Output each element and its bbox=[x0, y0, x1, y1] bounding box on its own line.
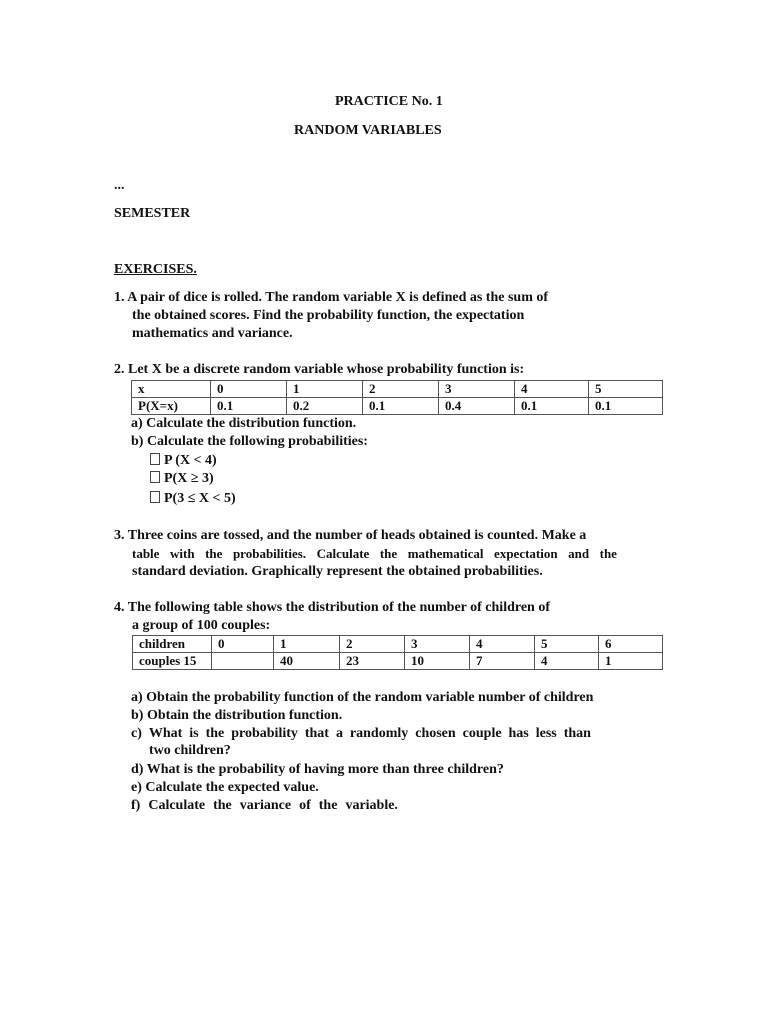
table-cell: x bbox=[132, 381, 211, 398]
table-cell: 1 bbox=[287, 381, 363, 398]
word: randomly bbox=[349, 726, 409, 741]
bullet-text: P(3 ≤ X < 5) bbox=[164, 491, 236, 506]
ex2-bullet-item bbox=[150, 453, 217, 469]
ex3-line2 bbox=[132, 546, 617, 562]
word: the bbox=[318, 798, 338, 813]
word: table bbox=[132, 546, 160, 561]
table-cell: 0.4 bbox=[439, 398, 515, 415]
ex4-line1: 4. The following table shows the distribution of the number of children of bbox=[114, 600, 550, 615]
word: What bbox=[148, 726, 183, 741]
table-row bbox=[133, 636, 663, 653]
word: is bbox=[189, 726, 199, 741]
ellipsis-placeholder: ... bbox=[114, 178, 125, 193]
table-cell: children bbox=[133, 636, 212, 653]
page-title: PRACTICE No. 1 bbox=[335, 94, 443, 109]
ex2-bullet-item bbox=[150, 491, 236, 507]
ex1-line1: 1. A pair of dice is rolled. The random variable X is defined as the sum of bbox=[114, 290, 549, 305]
table-cell: 3 bbox=[439, 381, 515, 398]
table-cell: couples 15 bbox=[133, 653, 212, 670]
table-row bbox=[132, 398, 663, 415]
word: the bbox=[205, 726, 225, 741]
word: the bbox=[205, 546, 223, 561]
ex4-part-b: b) Obtain the distribution function. bbox=[131, 708, 343, 723]
ex3-line1: 3. Three coins are tossed, and the number of heads obtained is counted. Make a bbox=[114, 528, 587, 543]
semester-label: SEMESTER bbox=[114, 206, 191, 221]
table-cell: 7 bbox=[470, 653, 535, 670]
ex4-line2: a group of 100 couples: bbox=[132, 618, 271, 633]
word: expectation bbox=[494, 546, 558, 561]
table-cell: 3 bbox=[405, 636, 470, 653]
word: probability bbox=[231, 726, 298, 741]
table-cell: 2 bbox=[363, 381, 439, 398]
ex4-part-c bbox=[131, 726, 591, 742]
checkbox-glyph-icon bbox=[150, 453, 160, 465]
ex4-part-a: a) Obtain the probability function of the random variable number of children bbox=[131, 690, 594, 705]
word: the bbox=[379, 546, 398, 561]
ex2-part-b: b) Calculate the following probabilities: bbox=[131, 434, 368, 449]
ex4-part-f bbox=[131, 798, 398, 814]
exercises-heading: EXERCISES. bbox=[114, 262, 197, 277]
table-cell: 0.1 bbox=[589, 398, 663, 415]
table-cell: 5 bbox=[589, 381, 663, 398]
word: the bbox=[213, 798, 232, 813]
table-cell: 0.1 bbox=[211, 398, 287, 415]
word: Calculate bbox=[148, 798, 206, 813]
ex1-line3: mathematics and variance. bbox=[132, 326, 293, 341]
ex4-part-d: d) What is the probability of having more than three children? bbox=[131, 762, 504, 777]
word: a bbox=[335, 726, 343, 741]
ex1-line2: the obtained scores. Find the probability function, the expectation bbox=[132, 308, 525, 323]
table-row bbox=[133, 653, 663, 670]
ex4-part-e: e) Calculate the expected value. bbox=[131, 780, 319, 795]
table-cell: 23 bbox=[340, 653, 405, 670]
table-cell: 0.2 bbox=[287, 398, 363, 415]
bullet-text: P(X ≥ 3) bbox=[164, 471, 214, 486]
table-cell bbox=[212, 653, 274, 670]
ex4-children-table bbox=[132, 635, 663, 670]
word: chosen bbox=[415, 726, 456, 741]
ex2-intro: 2. Let X be a discrete random variable whose probability function is: bbox=[114, 362, 525, 377]
table-cell: 6 bbox=[599, 636, 663, 653]
word: the bbox=[599, 546, 617, 561]
ex2-probability-table bbox=[131, 380, 663, 415]
word: Calculate bbox=[316, 546, 370, 561]
word: of bbox=[299, 798, 311, 813]
word: than bbox=[563, 726, 591, 741]
table-cell: 0 bbox=[211, 381, 287, 398]
word: variable. bbox=[345, 798, 398, 813]
ex2-part-a: a) Calculate the distribution function. bbox=[131, 416, 357, 431]
table-row bbox=[132, 381, 663, 398]
table-cell: 10 bbox=[405, 653, 470, 670]
table-cell: 1 bbox=[599, 653, 663, 670]
table-cell: 40 bbox=[274, 653, 340, 670]
ex3-line3: standard deviation. Graphically represent the obtained probabilities. bbox=[132, 564, 543, 579]
word: f) bbox=[131, 798, 141, 813]
table-cell: 4 bbox=[470, 636, 535, 653]
ex4-part-c-cont: two children? bbox=[149, 743, 231, 758]
bullet-text: P (X < 4) bbox=[164, 453, 217, 468]
word: with bbox=[169, 546, 195, 561]
table-cell: P(X=x) bbox=[132, 398, 211, 415]
word: probabilities. bbox=[232, 546, 307, 561]
table-cell: 0.1 bbox=[363, 398, 439, 415]
table-cell: 4 bbox=[515, 381, 589, 398]
word: has bbox=[508, 726, 529, 741]
word: variance bbox=[239, 798, 292, 813]
word: couple bbox=[462, 726, 502, 741]
table-cell: 1 bbox=[274, 636, 340, 653]
checkbox-glyph-icon bbox=[150, 471, 160, 483]
word: that bbox=[304, 726, 329, 741]
checkbox-glyph-icon bbox=[150, 491, 160, 503]
page-subtitle: RANDOM VARIABLES bbox=[294, 123, 442, 138]
ex2-bullet-item bbox=[150, 471, 214, 487]
table-cell: 0 bbox=[212, 636, 274, 653]
word: mathematical bbox=[407, 546, 484, 561]
table-cell: 0.1 bbox=[515, 398, 589, 415]
word: and bbox=[568, 546, 590, 561]
word: less bbox=[535, 726, 557, 741]
table-cell: 2 bbox=[340, 636, 405, 653]
table-cell: 4 bbox=[535, 653, 599, 670]
word: c) bbox=[131, 726, 142, 741]
table-cell: 5 bbox=[535, 636, 599, 653]
